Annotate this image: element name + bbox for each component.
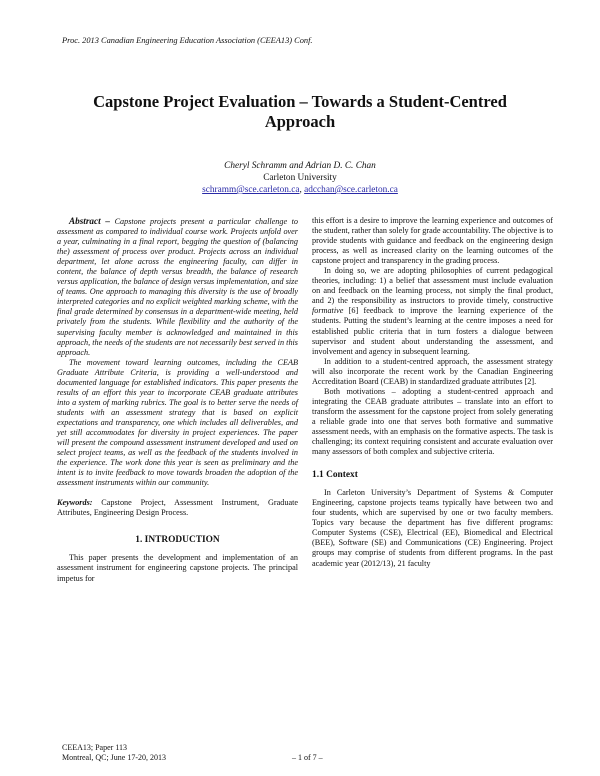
intro-p2-text-a: In doing so, we are adopting philosophies of current pedagogical theories, including: 1) a belief that assessment must include evaluation on and feedback on the learning process, not simply the final product, and 2) the responsibility as instructors to provide timely, constructive [312, 266, 553, 306]
section-heading-introduction: 1. INTRODUCTION [135, 535, 220, 546]
email-link-schramm[interactable]: schramm@sce.carleton.ca [202, 185, 300, 195]
page-number: – 1 of 7 – [292, 753, 323, 762]
emails [100, 184, 500, 196]
intro-p2-emphasis: formative [312, 306, 344, 316]
page-footer [62, 743, 532, 763]
paper-title [40, 92, 560, 132]
title-line-2: Approach [264, 112, 336, 131]
abstract-paragraph-1 [57, 216, 298, 358]
intro-p2-text-b: [6] feedback to improve the learning experience of the students. Putting the student’s learning at the centre imposes a need for established public criteria that in turn fosters a dialogue between supervisor and student about understanding the assessment, and involvement and agency in subsequent learning. [312, 306, 553, 356]
intro-paragraph-2 [312, 266, 553, 356]
affiliation: Carleton University [263, 173, 337, 183]
abstract-paragraph-2: The movement toward learning outcomes, including the CEAB Graduate Attribute Criteria, is providing a well-understood and documented language for established indicators. This paper presents the results of an effort this year to incorporate CEAB graduate attributes into a system of marking rubrics. The goal is to better serve the needs of students with an assessment strategy that is based on explicit expectations and transparency, one which includes all deliverables, and yet still accommodates for diversity in project experiences. The paper will present the compound assessment instrument developed and used on select project teams, as well as the feedback of the students involved in the experience. The work done this year is seen as preliminary and the intent is to invite feedback to move towards broaden the adoption of the assessment instruments within our community. [57, 357, 298, 488]
keywords [57, 498, 298, 518]
abstract-label: Abstract – [69, 216, 111, 226]
email-link-chan[interactable]: adcchan@sce.carleton.ca [304, 185, 398, 195]
author-names: Cheryl Schramm and Adrian D. C. Chan [224, 161, 376, 171]
left-column [57, 216, 298, 584]
intro-paragraph-1-start: This paper presents the development and implementation of an assessment instrument for engineering capstone projects. The principal impetus for [57, 553, 298, 583]
author-block [100, 160, 500, 196]
running-header: Proc. 2013 Canadian Engineering Education Association (CEEA13) Conf. [62, 36, 313, 45]
right-column [312, 216, 553, 569]
title-line-1: Capstone Project Evaluation – Towards a Student-Centred [93, 92, 507, 111]
intro-paragraph-3: In addition to a student-centred approach, the assessment strategy will also incorporate the recent work by the Canadian Engineering Accreditation Board (CEAB) in standardized graduate attributes [2]. [312, 356, 553, 386]
footer-location-date: Montreal, QC; June 17-20, 2013 [62, 753, 166, 762]
email-separator: , [299, 185, 302, 195]
abstract-text-1: Capstone projects present a particular challenge to assessment as compared to individual course work. Projects unfold over a year, culminating in a final report, begging the question of (balancing the) assessment of process over product. Projects across an individual department, let alone across the engineering faculty, can differ in content, the balance of depth versus breadth, the balance of research versus application, the balance of design versus implementation, and size of teams. One approach to managing this diversity is the use of broadly interpreted categories and no explicit weighted marking scheme, with the final grade determined by consensus in a department-wide meeting, held privately from the students. While flexibility and the authority of the supervising faculty member is acknowledged and maintained in this approach, the needs of the students are not necessarily best served in this approach. [57, 217, 299, 357]
keywords-label: Keywords: [57, 498, 93, 508]
section-heading-context: 1.1 Context [312, 470, 358, 481]
keywords-text: Capstone Project, Assessment Instrument, Graduate Attributes, Engineering Design Process. [57, 498, 298, 518]
context-paragraph-1: In Carleton University’s Department of Systems & Computer Engineering, capstone projects teams typically have between two and four students, which are supervised by one or two faculty members. Topics vary because the department has five different programs: Computer Systems (CSE), Electrical (EE), Biomedical and Electrical (BEE), Software (SE) and Communications (CE) Engineering. Project groups may comprise of students from different programs. In the past academic year (2012/13), 21 faculty [312, 488, 553, 568]
footer-paper-id: CEEA13; Paper 113 [62, 743, 128, 752]
intro-paragraph-4: Both motivations – adopting a student-centred approach and integrating the CEAB graduate attributes – translate into an effort to transform the assessment for the capstone project from solely generating a reliable grade into one that serves both formative and summative assessment needs, with an emphasis on the formative aspects. The task is challenging; its context requiring consistent and accurate evaluation over many assessors of both complex and subjective criteria. [312, 386, 553, 457]
intro-paragraph-1-cont: this effort is a desire to improve the learning experience and outcomes of the student, rather than solely for grade accountability. The objective is to provide students with guidance and feedback on the engineering design process, as well as increased clarity on the learning outcomes of the capstone project and transparency in the grading process. [312, 216, 553, 266]
